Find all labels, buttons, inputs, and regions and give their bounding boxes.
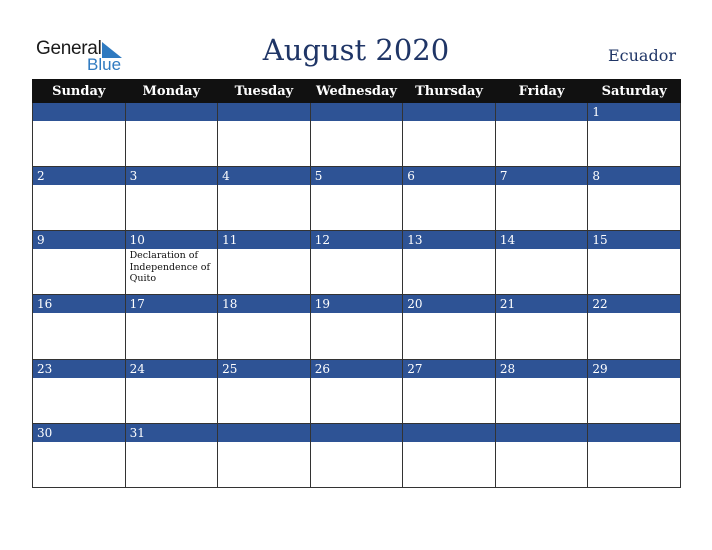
day-cell[interactable]: [310, 295, 403, 359]
weekday-header: Thursday: [403, 80, 496, 103]
day-number: 14: [496, 231, 588, 249]
week-row: [33, 231, 681, 295]
day-cell[interactable]: [588, 167, 681, 231]
day-number: [218, 103, 310, 121]
calendar-grid: [32, 79, 681, 488]
day-cell[interactable]: [588, 103, 681, 167]
day-number: 10: [126, 231, 218, 249]
day-cell[interactable]: [218, 103, 311, 167]
day-cell[interactable]: [403, 231, 496, 295]
day-number: 31: [126, 424, 218, 442]
week-row: [33, 167, 681, 231]
weekday-header-row: [33, 80, 681, 103]
day-number: [403, 103, 495, 121]
day-cell[interactable]: [588, 423, 681, 487]
day-number: [588, 424, 680, 442]
day-number: 26: [311, 360, 403, 378]
day-number: 1: [588, 103, 680, 121]
day-cell[interactable]: [403, 295, 496, 359]
week-row: [33, 423, 681, 487]
day-cell[interactable]: [310, 103, 403, 167]
day-number: 6: [403, 167, 495, 185]
day-number: 21: [496, 295, 588, 313]
day-number: 9: [33, 231, 125, 249]
day-cell[interactable]: [310, 231, 403, 295]
day-cell[interactable]: [125, 167, 218, 231]
day-number: 3: [126, 167, 218, 185]
day-number: [311, 424, 403, 442]
day-number: 19: [311, 295, 403, 313]
day-cell[interactable]: [495, 295, 588, 359]
day-number: 8: [588, 167, 680, 185]
day-cell[interactable]: [588, 359, 681, 423]
day-cell[interactable]: [33, 167, 126, 231]
day-number: 29: [588, 360, 680, 378]
day-number: 11: [218, 231, 310, 249]
day-number: 23: [33, 360, 125, 378]
day-number: [126, 103, 218, 121]
day-number: 18: [218, 295, 310, 313]
day-cell[interactable]: [495, 231, 588, 295]
day-cell[interactable]: [310, 359, 403, 423]
holiday-event: Declaration of Independence of Quito: [129, 250, 210, 285]
day-number: 16: [33, 295, 125, 313]
day-number: 5: [311, 167, 403, 185]
week-row: [33, 103, 681, 167]
day-cell[interactable]: [33, 359, 126, 423]
day-number: 15: [588, 231, 680, 249]
day-cell[interactable]: [495, 423, 588, 487]
day-number: 27: [403, 360, 495, 378]
day-cell[interactable]: [218, 359, 311, 423]
day-cell[interactable]: [218, 231, 311, 295]
day-cell[interactable]: [218, 295, 311, 359]
day-number: 20: [403, 295, 495, 313]
day-number: 2: [33, 167, 125, 185]
day-cell[interactable]: [588, 231, 681, 295]
day-number: [496, 424, 588, 442]
weekday-header: Monday: [125, 80, 218, 103]
country-label: Ecuador: [607, 46, 676, 65]
day-number: [496, 103, 588, 121]
day-number: [218, 424, 310, 442]
day-number: 28: [496, 360, 588, 378]
logo-blue-text: Blue: [87, 55, 122, 74]
day-cell[interactable]: [403, 167, 496, 231]
calendar-title: August 2020: [262, 33, 450, 67]
day-number: 25: [218, 360, 310, 378]
week-row: [33, 295, 681, 359]
day-cell[interactable]: [495, 167, 588, 231]
day-cell[interactable]: [218, 423, 311, 487]
day-cell[interactable]: [403, 423, 496, 487]
day-number: 13: [403, 231, 495, 249]
day-cell[interactable]: [495, 103, 588, 167]
day-number: [403, 424, 495, 442]
day-number: 7: [496, 167, 588, 185]
day-cell[interactable]: [33, 423, 126, 487]
day-number: 4: [218, 167, 310, 185]
day-cell[interactable]: [125, 231, 218, 295]
calendar-body: [33, 103, 681, 488]
day-cell[interactable]: [403, 103, 496, 167]
day-cell[interactable]: [33, 231, 126, 295]
weekday-header: Sunday: [33, 80, 126, 103]
week-row: [33, 359, 681, 423]
day-number: 24: [126, 360, 218, 378]
day-cell[interactable]: [125, 295, 218, 359]
weekday-header: Friday: [495, 80, 588, 103]
day-cell[interactable]: [310, 423, 403, 487]
day-number: 22: [588, 295, 680, 313]
day-cell[interactable]: [125, 359, 218, 423]
weekday-header: Wednesday: [310, 80, 403, 103]
day-number: 12: [311, 231, 403, 249]
day-cell[interactable]: [495, 359, 588, 423]
day-cell[interactable]: [218, 167, 311, 231]
day-number: [311, 103, 403, 121]
day-cell[interactable]: [125, 103, 218, 167]
day-number: 30: [33, 424, 125, 442]
day-number: [33, 103, 125, 121]
day-cell[interactable]: [403, 359, 496, 423]
logo-general-text: General: [36, 38, 102, 59]
day-cell[interactable]: [588, 295, 681, 359]
day-cell[interactable]: [33, 295, 126, 359]
weekday-header: Saturday: [588, 80, 681, 103]
day-cell[interactable]: [125, 423, 218, 487]
day-cell[interactable]: [33, 103, 126, 167]
day-cell[interactable]: [310, 167, 403, 231]
day-number: 17: [126, 295, 218, 313]
weekday-header: Tuesday: [218, 80, 311, 103]
